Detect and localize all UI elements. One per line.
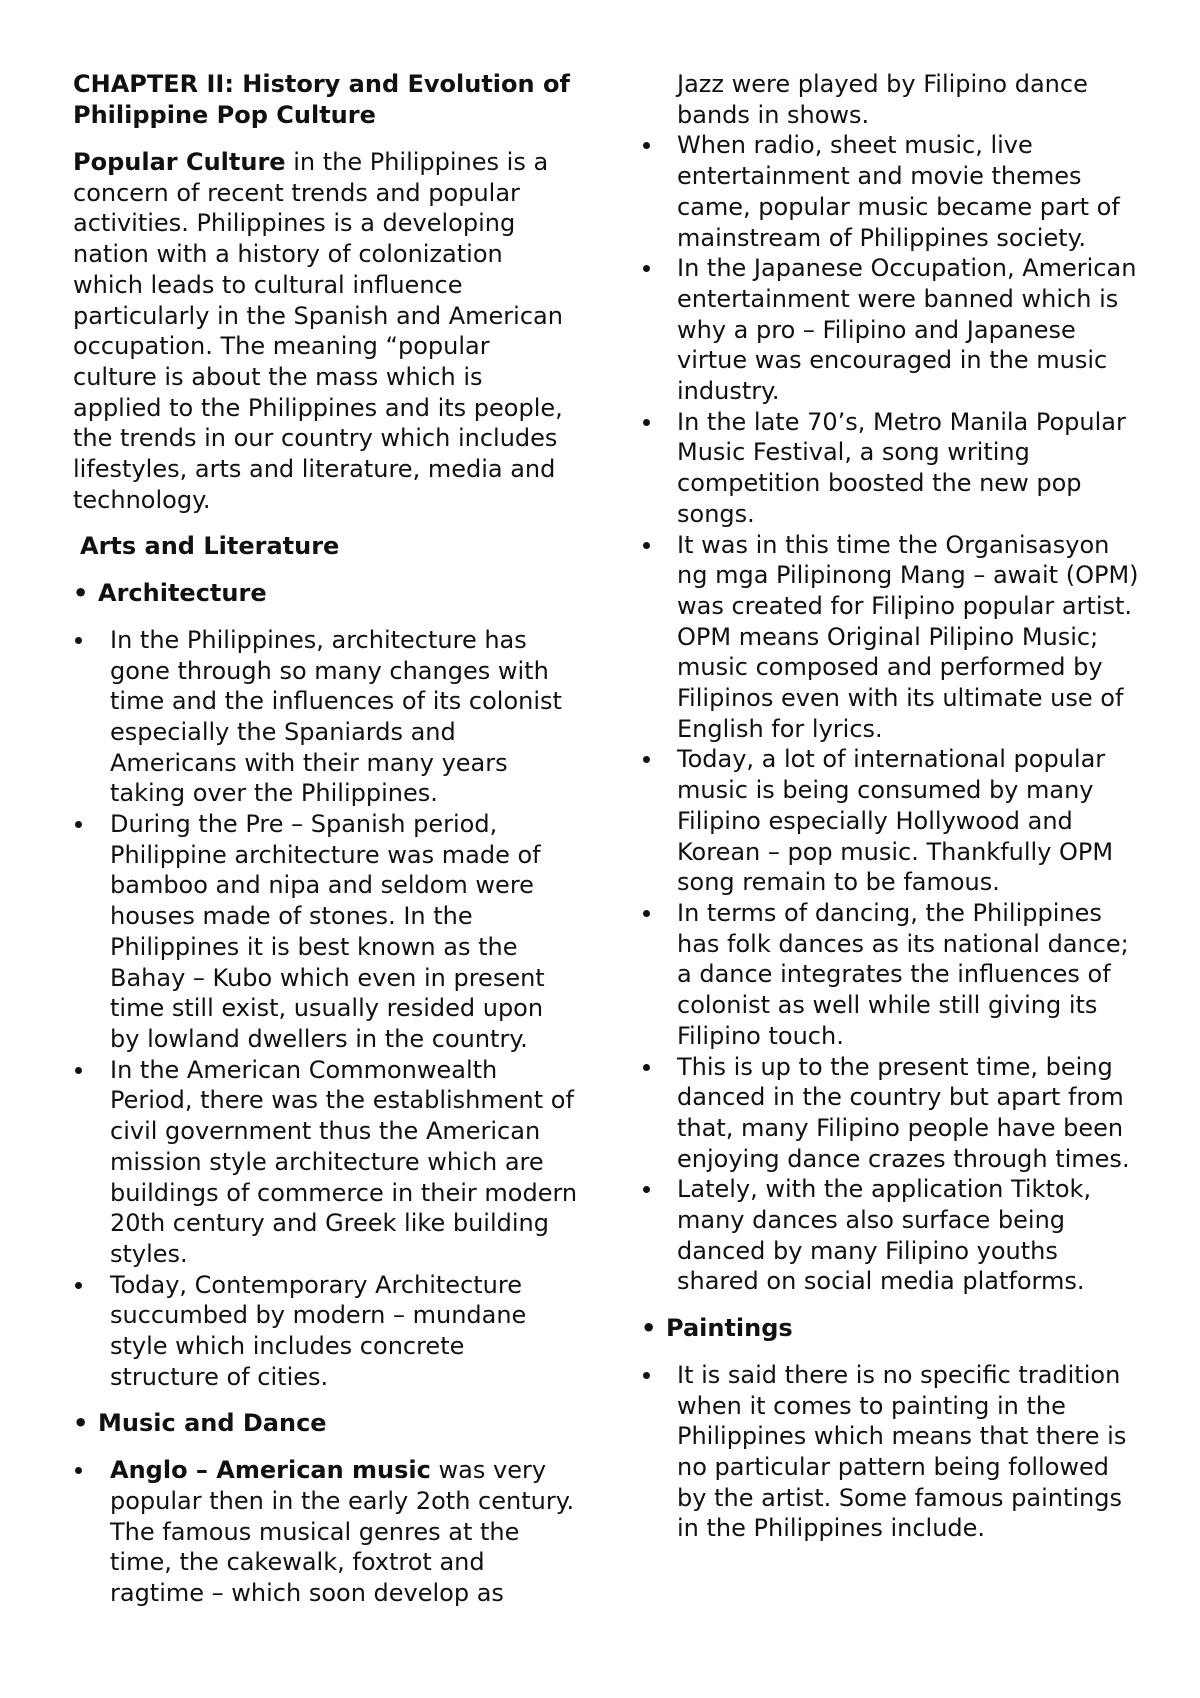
- music-dance-heading-label: Music and Dance: [98, 1409, 327, 1438]
- architecture-heading-label: Architecture: [98, 579, 267, 608]
- list-item: In terms of dancing, the Philippines has folk dances as its national dance; a dance integrates the influences of colonist as well while still giving its Filipino touch.: [641, 898, 1141, 1052]
- intro-term: Popular Culture: [73, 148, 286, 176]
- list-item: Lately, with the application Tiktok, many dances also surface being danced by many Filipino youths shared on social media platforms.: [641, 1174, 1141, 1297]
- paintings-heading-label: Paintings: [666, 1314, 793, 1343]
- bullet-glyph: •: [73, 579, 89, 608]
- music-dance-heading: [73, 1408, 578, 1439]
- music-list-start: [73, 1455, 578, 1609]
- left-column: [73, 69, 578, 1609]
- right-column: [641, 69, 1141, 1544]
- list-item: This is up to the present time, being danced in the country but apart from that, many Filipino people have been enjoying dance crazes through times.: [641, 1052, 1141, 1175]
- list-item: When radio, sheet music, live entertainment and movie themes came, popular music became part of mainstream of Philippines society.: [641, 130, 1141, 253]
- bullet-glyph: •: [641, 1314, 657, 1343]
- paintings-list: [641, 1360, 1141, 1544]
- list-item: During the Pre – Spanish period, Philippine architecture was made of bamboo and nipa and seldom were houses made of stones. In the Philippines it is best known as the Bahay – Kubo which even in present time still exist, usually resided upon by lowland dwellers in the country.: [73, 809, 578, 1055]
- list-item: It was in this time the Organisasyon ng mga Pilipinong Mang – await (OPM) was created for Filipino popular artist. OPM means Original Pilipino Music; music composed and performed by Filipinos even with its ultimate use of English for lyrics.: [641, 530, 1141, 745]
- continued-text: Jazz were played by Filipino dance bands in shows.: [677, 70, 1088, 129]
- list-item: [73, 1455, 578, 1609]
- bullet-glyph: •: [73, 1409, 89, 1438]
- list-item: In the American Commonwealth Period, there was the establishment of civil government thus the American mission style architecture which are buildings of commerce in their modern 20th century and Greek like building styles.: [73, 1055, 578, 1270]
- music-first-text: was very popular then in the early 2oth century. The famous musical genres at the time, the cakewalk, foxtrot and ragtime – which soon develop as: [110, 1456, 575, 1607]
- list-item: In the late 70’s, Metro Manila Popular Music Festival, a song writing competition boosted the new pop songs.: [641, 407, 1141, 530]
- architecture-heading: [73, 578, 578, 609]
- music-list-continued: [641, 130, 1141, 1297]
- list-item: Today, Contemporary Architecture succumbed by modern – mundane style which includes concrete structure of cities.: [73, 1270, 578, 1393]
- chapter-title: CHAPTER II: History and Evolution of Philippine Pop Culture: [73, 70, 570, 129]
- list-item: In the Philippines, architecture has gone through so many changes with time and the influences of its colonist especially the Spaniards and Americans with their many years taking over the Philippines.: [73, 625, 578, 809]
- music-first-term: Anglo – American music: [110, 1456, 431, 1485]
- list-item: It is said there is no specific tradition when it comes to painting in the Philippines which means that there is no particular pattern being followed by the artist. Some famous paintings in the Philippines include.: [641, 1360, 1141, 1544]
- intro-paragraph: [73, 147, 578, 515]
- intro-text: in the Philippines is a concern of recent trends and popular activities. Philippines is a developing nation with a history of colonization which leads to cultural influence particularly in the Spanish and American occupation. The meaning “popular culture is about the mass which is applied to the Philippines and its people, the trends in our country which includes lifestyles, arts and literature, media and technology.: [73, 148, 563, 514]
- list-item: In the Japanese Occupation, American entertainment were banned which is why a pro – Filipino and Japanese virtue was encouraged in the music industry.: [641, 253, 1141, 407]
- section-heading-arts-literature: Arts and Literature: [80, 532, 340, 561]
- list-item: Today, a lot of international popular music is being consumed by many Filipino especially Hollywood and Korean – pop music. Thankfully OPM song remain to be famous.: [641, 744, 1141, 898]
- paintings-heading: [641, 1313, 1141, 1344]
- architecture-list: [73, 625, 578, 1393]
